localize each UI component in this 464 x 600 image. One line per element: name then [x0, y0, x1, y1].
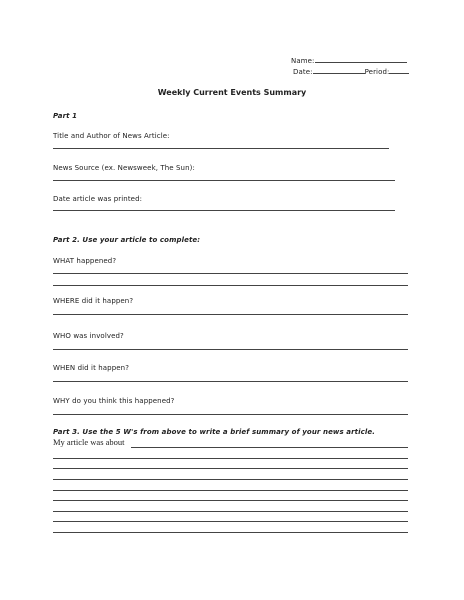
summary-line-4[interactable] — [53, 479, 408, 480]
period-label: Period: — [364, 68, 390, 76]
answer-line-what-1[interactable] — [53, 273, 408, 274]
answer-line-who[interactable] — [53, 349, 408, 350]
period-blank[interactable] — [389, 66, 409, 74]
answer-line-what-2[interactable] — [53, 285, 408, 286]
part1-question-title-author: Title and Author of News Article: — [53, 132, 170, 140]
page-title: Weekly Current Events Summary — [157, 88, 307, 97]
answer-line-news-source[interactable] — [53, 180, 395, 181]
part2-heading: Part 2. Use your article to complete: — [53, 236, 201, 244]
answer-line-date-printed[interactable] — [53, 210, 395, 211]
summary-line-3[interactable] — [53, 468, 408, 469]
part3-heading: Part 3. Use the 5 W's from above to write a brief summary of your news article. — [53, 428, 375, 436]
summary-starter: My article was about — [53, 437, 125, 447]
date-label: Date: — [293, 68, 313, 76]
part1-question-date-printed: Date article was printed: — [53, 195, 143, 203]
part1-heading: Part 1 — [53, 112, 78, 120]
question-who: WHO was involved? — [53, 332, 124, 340]
name-blank[interactable] — [315, 55, 407, 63]
answer-line-title-author[interactable] — [53, 148, 389, 149]
part1-question-news-source: News Source (ex. Newsweek, The Sun): — [53, 164, 195, 172]
summary-line-8[interactable] — [53, 521, 408, 522]
summary-line-6[interactable] — [53, 500, 408, 501]
question-where: WHERE did it happen? — [53, 297, 134, 305]
name-field — [291, 55, 407, 65]
date-blank[interactable] — [313, 66, 365, 74]
answer-line-where[interactable] — [53, 314, 408, 315]
question-why: WHY do you think this happened? — [53, 397, 175, 405]
question-when: WHEN did it happen? — [53, 364, 130, 372]
summary-line-2[interactable] — [53, 458, 408, 459]
answer-line-when[interactable] — [53, 381, 408, 382]
summary-line-9[interactable] — [53, 532, 408, 533]
summary-line-5[interactable] — [53, 490, 408, 491]
answer-line-why[interactable] — [53, 414, 408, 415]
summary-line-1[interactable] — [131, 447, 408, 448]
question-what: WHAT happened? — [53, 257, 117, 265]
date-period-field — [293, 66, 409, 76]
name-label: Name: — [291, 57, 315, 65]
summary-line-7[interactable] — [53, 511, 408, 512]
